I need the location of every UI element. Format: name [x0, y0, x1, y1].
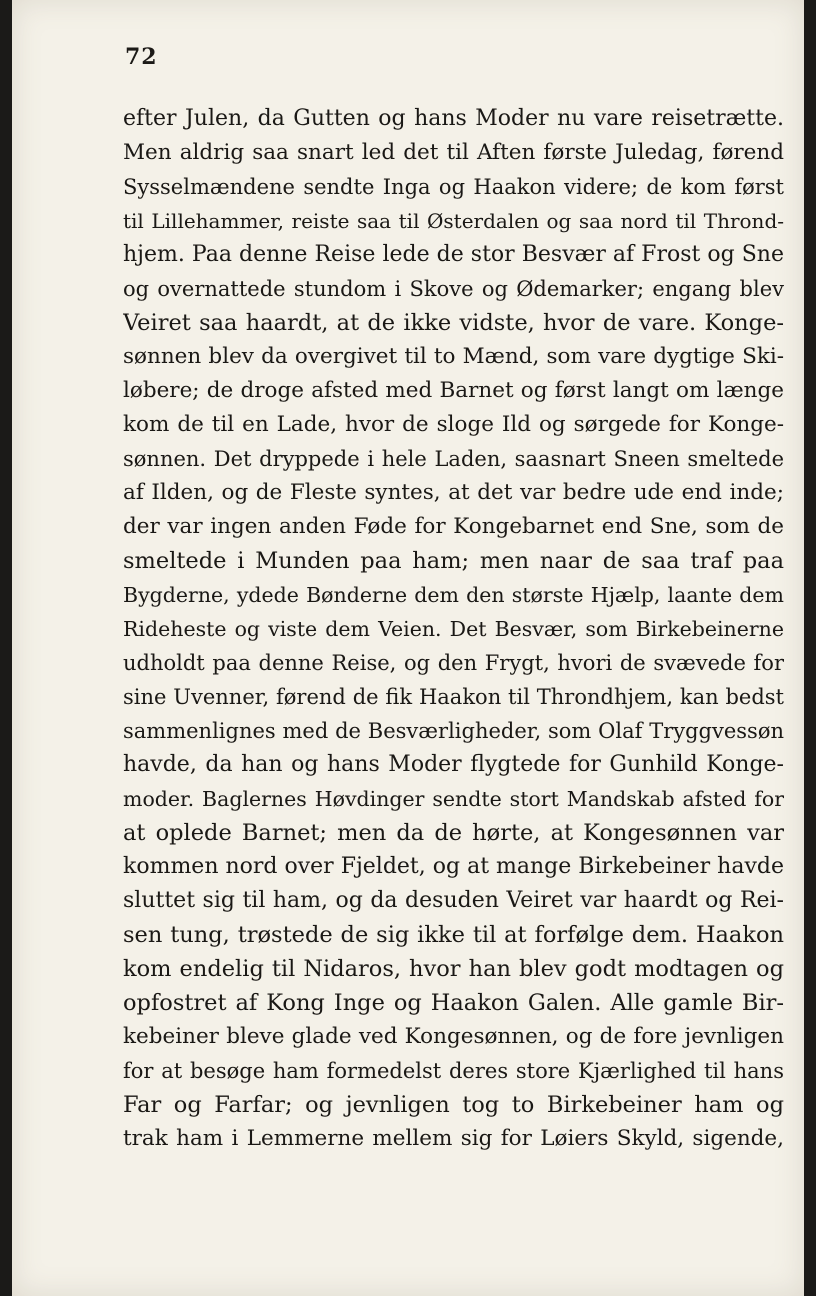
text-line: for at besøge ham formedelst deres store Kjærlighed til hans [123, 1059, 784, 1083]
text-line: Men aldrig saa snart led det til Aften første Juledag, førend [123, 140, 784, 165]
text-line: sønnen. Det dryppede i hele Laden, saasnart Sneen smeltede [123, 447, 784, 471]
text-line: sammenlignes med de Besværligheder, som Olaf Tryggvessøn [123, 719, 784, 743]
body-text [123, 102, 784, 1156]
text-line: Bygderne, ydede Bønderne dem den største Hjælp, laante dem [123, 583, 784, 607]
page-number: 72 [125, 44, 158, 70]
text-line: hjem. Paa denne Reise lede de stor Besvær af Frost og Sne [123, 242, 784, 267]
text-line: sluttet sig til ham, og da desuden Veiret var haardt og Rei- [123, 888, 784, 913]
text-line: Sysselmændene sendte Inga og Haakon videre; de kom først [123, 175, 784, 199]
text-line: kom endelig til Nidaros, hvor han blev godt modtagen og [123, 956, 784, 982]
text-line: af Ilden, og de Fleste syntes, at det var bedre ude end inde; [123, 480, 784, 505]
text-line: Far og Farfar; og jevnligen tog to Birkebeiner ham og [123, 1092, 784, 1118]
text-line: Rideheste og viste dem Veien. Det Besvær, som Birkebeinerne [123, 617, 784, 641]
text-line: til Lillehammer, reiste saa til Østerdalen og saa nord til Thrond- [123, 209, 784, 233]
text-line: kommen nord over Fjeldet, og at mange Birkebeiner havde [123, 854, 784, 879]
text-line: sine Uvenner, førend de fik Haakon til Throndhjem, kan bedst [123, 685, 784, 709]
text-line: der var ingen anden Føde for Kongebarnet end Sne, som de [123, 514, 784, 539]
text-line: trak ham i Lemmerne mellem sig for Løiers Skyld, sigende, [123, 1126, 784, 1151]
book-page [12, 0, 804, 1296]
text-line: Veiret saa haardt, at de ikke vidste, hvor de vare. Konge- [123, 310, 784, 336]
text-line: havde, da han og hans Moder flygtede for Gunhild Konge- [123, 752, 784, 777]
text-line: kebeiner bleve glade ved Kongesønnen, og de fore jevnligen [123, 1024, 784, 1049]
text-line: smeltede i Munden paa ham; men naar de saa traf paa [123, 548, 784, 574]
text-line: løbere; de droge afsted med Barnet og først langt om længe [123, 378, 784, 403]
text-line: efter Julen, da Gutten og hans Moder nu vare reisetrætte. [123, 106, 784, 131]
text-line: moder. Baglernes Høvdinger sendte stort Mandskab afsted for [123, 787, 784, 811]
text-line: opfostret af Kong Inge og Haakon Galen. Alle gamle Bir- [123, 990, 784, 1016]
text-line: sønnen blev da overgivet til to Mænd, som vare dygtige Ski- [123, 344, 784, 369]
text-line: at oplede Barnet; men da de hørte, at Kongesønnen var [123, 820, 784, 846]
text-line: sen tung, trøstede de sig ikke til at forfølge dem. Haakon [123, 922, 784, 948]
text-line: kom de til en Lade, hvor de sloge Ild og sørgede for Konge- [123, 412, 784, 437]
text-line: udholdt paa denne Reise, og den Frygt, hvori de svævede for [123, 651, 784, 675]
text-line: og overnattede stundom i Skove og Ødemarker; engang blev [123, 277, 784, 301]
